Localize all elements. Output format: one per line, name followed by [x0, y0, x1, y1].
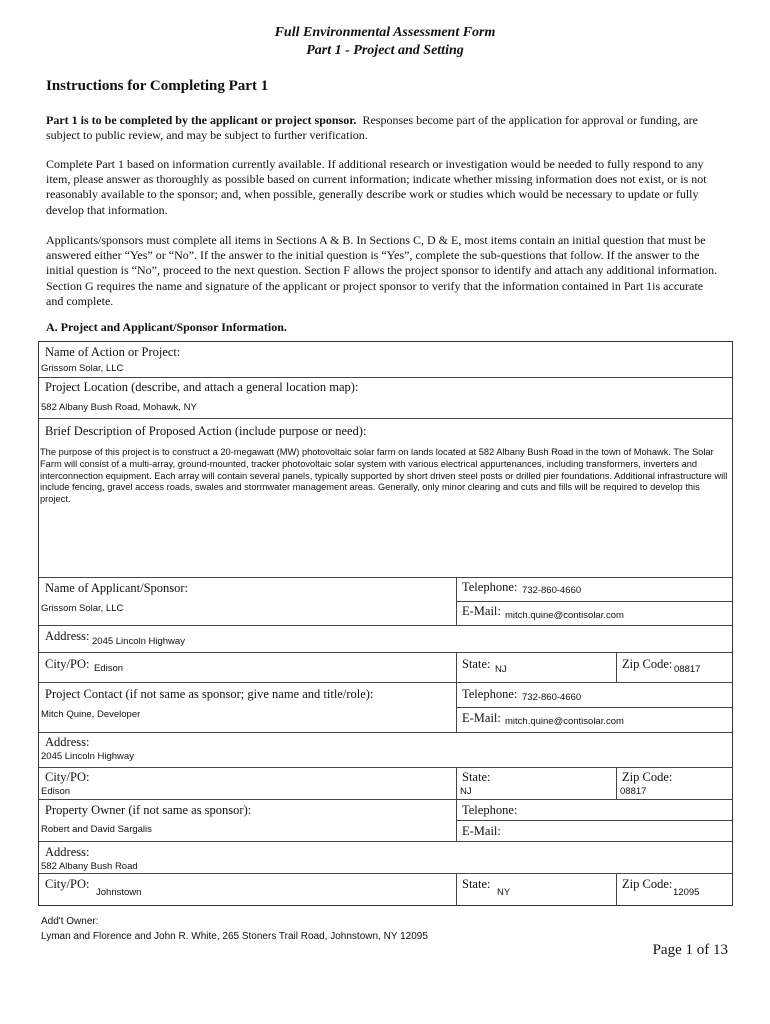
contact-email-field[interactable]: mitch.quine@contisolar.com — [505, 716, 624, 727]
instructions-paragraph-2: Complete Part 1 based on information currently available. If additional research or investigation would be needed to fully respond to any item, please answer as thoroughly as possible based on current information; indicate whether missing information does not exist, or is not reasonably available to the sponsor; and, when possible, generally describe work or studies which would be necessary to update or fully develop that information. — [46, 157, 707, 217]
description-label: Brief Description of Proposed Action (include purpose or need): — [45, 424, 367, 438]
contact-address-field[interactable]: 2045 Lincoln Highway — [41, 751, 134, 762]
applicant-email-field[interactable]: mitch.quine@contisolar.com — [505, 610, 624, 621]
contact-zip-label: Zip Code: — [622, 770, 673, 784]
applicant-city-field[interactable]: Edison — [94, 663, 124, 674]
applicant-name-label: Name of Applicant/Sponsor: — [45, 581, 189, 595]
owner-email-label: E-Mail: — [462, 824, 501, 838]
form-title: Full Environmental Assessment Form — [274, 25, 496, 40]
project-location-label: Project Location (describe, and attach a general location map): — [45, 380, 359, 394]
contact-email-label: E-Mail: — [462, 711, 501, 725]
contact-state-field[interactable]: NJ — [460, 786, 472, 797]
form-subtitle: Part 1 - Project and Setting — [306, 43, 464, 58]
owner-telephone-label: Telephone: — [462, 803, 518, 817]
contact-telephone-label: Telephone: — [462, 687, 518, 701]
applicant-state-field[interactable]: NJ — [495, 664, 507, 675]
applicant-email-label: E-Mail: — [462, 604, 501, 618]
page-number: Page 1 of 13 — [652, 942, 728, 958]
owner-zip-label: Zip Code: — [622, 877, 673, 891]
owner-city-field[interactable]: Johnstown — [96, 887, 142, 898]
project-location-field[interactable]: 582 Albany Bush Road, Mohawk, NY — [41, 402, 197, 413]
owner-state-label: State: — [462, 877, 491, 891]
contact-zip-field[interactable]: 08817 — [620, 786, 647, 797]
contact-address-label: Address: — [45, 735, 90, 749]
contact-label: Project Contact (if not same as sponsor; give name and title/role): — [45, 687, 374, 701]
additional-owner-value: Lyman and Florence and John R. White, 265 Stoners Trail Road, Johnstown, NY 12095 — [41, 931, 428, 942]
action-name-field[interactable]: Grissom Solar, LLC — [41, 363, 124, 374]
applicant-state-label: State: — [462, 657, 491, 671]
contact-name-field[interactable]: Mitch Quine, Developer — [41, 709, 141, 720]
owner-address-field[interactable]: 582 Albany Bush Road — [41, 861, 138, 872]
instructions-paragraph-3: Applicants/sponsors must complete all items in Sections A & B. In Sections C, D & E, most items contain an initial question that must be answered either “Yes” or “No”. If the answer to the initial question is “Yes”, complete the sub-questions that follow. If the answer to the initial question is “No”, proceed to the next question. Section F allows the project sponsor to identify and attach any additional information. Section G requires the name and signature of the applicant or project sponsor to verify that the information contained in Part 1is accurate and complete. — [46, 233, 718, 308]
additional-owner-label: Add't Owner: — [41, 916, 99, 927]
instructions-heading: Instructions for Completing Part 1 — [46, 78, 269, 94]
description-field[interactable]: The purpose of this project is to construct a 20-megawatt (MW) photovoltaic solar farm on lands located at 582 Albany Bush Road in the town of Mohawk. The Solar Farm will consist of a multi-array, ground-mounted, tracker photovoltaic solar system with various electrical appurtenances, including transformers, inverters and interconnection equipment. Each array will contain several panels, typically supported by short driven steel posts or drilled pier foundations. Additional infrastructure will include fencing, gravel access roads, swales and stormwater management areas. Generally, only minor clearing and cuts and fills will be required to develop this project. — [40, 447, 728, 505]
action-name-label: Name of Action or Project: — [45, 345, 181, 359]
owner-address-label: Address: — [45, 845, 90, 859]
applicant-telephone-field[interactable]: 732-860-4660 — [522, 585, 582, 596]
paragraph-1-bold: Part 1 is to be completed by the applicant or project sponsor. — [46, 113, 357, 127]
contact-telephone-field[interactable]: 732-860-4660 — [522, 692, 582, 703]
applicant-zip-field[interactable]: 08817 — [674, 664, 701, 675]
contact-state-label: State: — [462, 770, 491, 784]
applicant-name-field[interactable]: Grissom Solar, LLC — [41, 603, 124, 614]
contact-city-label: City/PO: — [45, 770, 90, 784]
owner-name-field[interactable]: Robert and David Sargalis — [41, 824, 152, 835]
applicant-address-field[interactable]: 2045 Lincoln Highway — [92, 636, 185, 647]
contact-city-field[interactable]: Edison — [41, 786, 71, 797]
owner-city-label: City/PO: — [45, 877, 90, 891]
project-info-form — [38, 341, 733, 906]
instructions-paragraph-1 — [46, 113, 722, 143]
paragraph-1-rest: Responses become part of the application for approval or funding, are subject to public review, and may be subject to further verification. — [46, 113, 698, 143]
owner-zip-field[interactable]: 12095 — [673, 887, 700, 898]
owner-state-field[interactable]: NY — [497, 887, 511, 898]
applicant-zip-label: Zip Code: — [622, 657, 673, 671]
applicant-city-label: City/PO: — [45, 657, 90, 671]
applicant-address-label: Address: — [45, 629, 90, 643]
applicant-telephone-label: Telephone: — [462, 580, 518, 594]
section-a-heading: A. Project and Applicant/Sponsor Information. — [46, 320, 287, 334]
owner-label: Property Owner (if not same as sponsor): — [45, 803, 252, 817]
